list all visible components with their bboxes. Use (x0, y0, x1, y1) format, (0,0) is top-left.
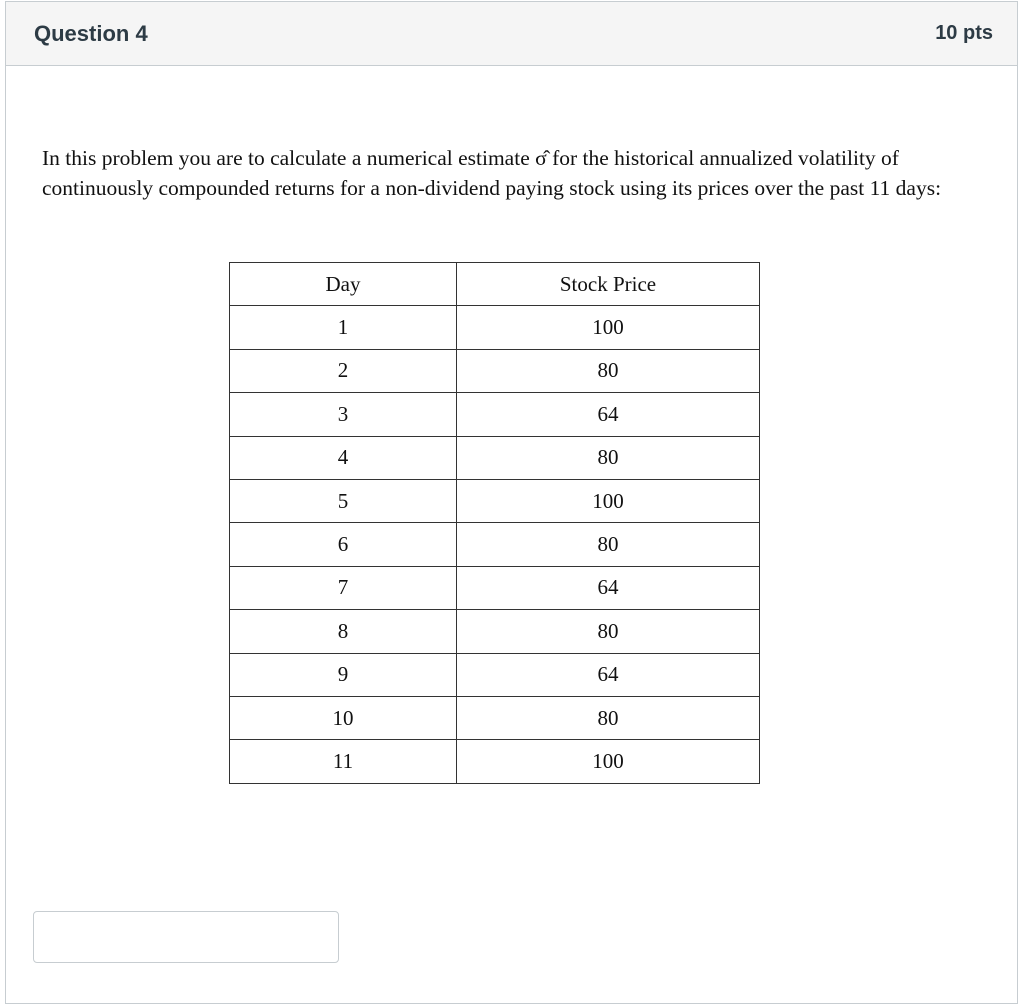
question-card (5, 1, 1018, 1004)
table-row (230, 306, 760, 349)
day-cell: 8 (230, 610, 457, 653)
table-row (230, 566, 760, 609)
table-header-row (230, 263, 760, 306)
day-cell: 6 (230, 523, 457, 566)
day-cell: 2 (230, 349, 457, 392)
table-row (230, 349, 760, 392)
day-cell: 9 (230, 653, 457, 696)
table-row (230, 393, 760, 436)
stock-price-column-header: Stock Price (457, 263, 760, 306)
price-cell: 80 (457, 349, 760, 392)
price-cell: 100 (457, 740, 760, 783)
price-cell: 100 (457, 306, 760, 349)
table-row (230, 523, 760, 566)
table-row (230, 479, 760, 522)
price-cell: 64 (457, 653, 760, 696)
price-cell: 64 (457, 393, 760, 436)
question-header (6, 2, 1017, 66)
question-text: In this problem you are to calculate a numerical estimate σ̂ for the historical annualized volatility of continuously compounded returns for a non-dividend paying stock using its prices over the past 11 days: (42, 146, 942, 200)
table-row (230, 436, 760, 479)
day-cell: 10 (230, 696, 457, 739)
table-row (230, 610, 760, 653)
day-cell: 4 (230, 436, 457, 479)
price-cell: 100 (457, 479, 760, 522)
question-points: 10 pts (935, 22, 993, 44)
price-cell: 80 (457, 610, 760, 653)
day-cell: 5 (230, 479, 457, 522)
day-cell: 7 (230, 566, 457, 609)
table-row (230, 740, 760, 783)
stock-price-table (229, 262, 760, 784)
day-cell: 1 (230, 306, 457, 349)
day-cell: 11 (230, 740, 457, 783)
day-cell: 3 (230, 393, 457, 436)
table-row (230, 696, 760, 739)
day-column-header: Day (230, 263, 457, 306)
price-cell: 64 (457, 566, 760, 609)
price-cell: 80 (457, 696, 760, 739)
price-cell: 80 (457, 523, 760, 566)
table-row (230, 653, 760, 696)
price-cell: 80 (457, 436, 760, 479)
question-title: Question 4 (34, 20, 148, 46)
answer-input[interactable] (33, 911, 339, 963)
